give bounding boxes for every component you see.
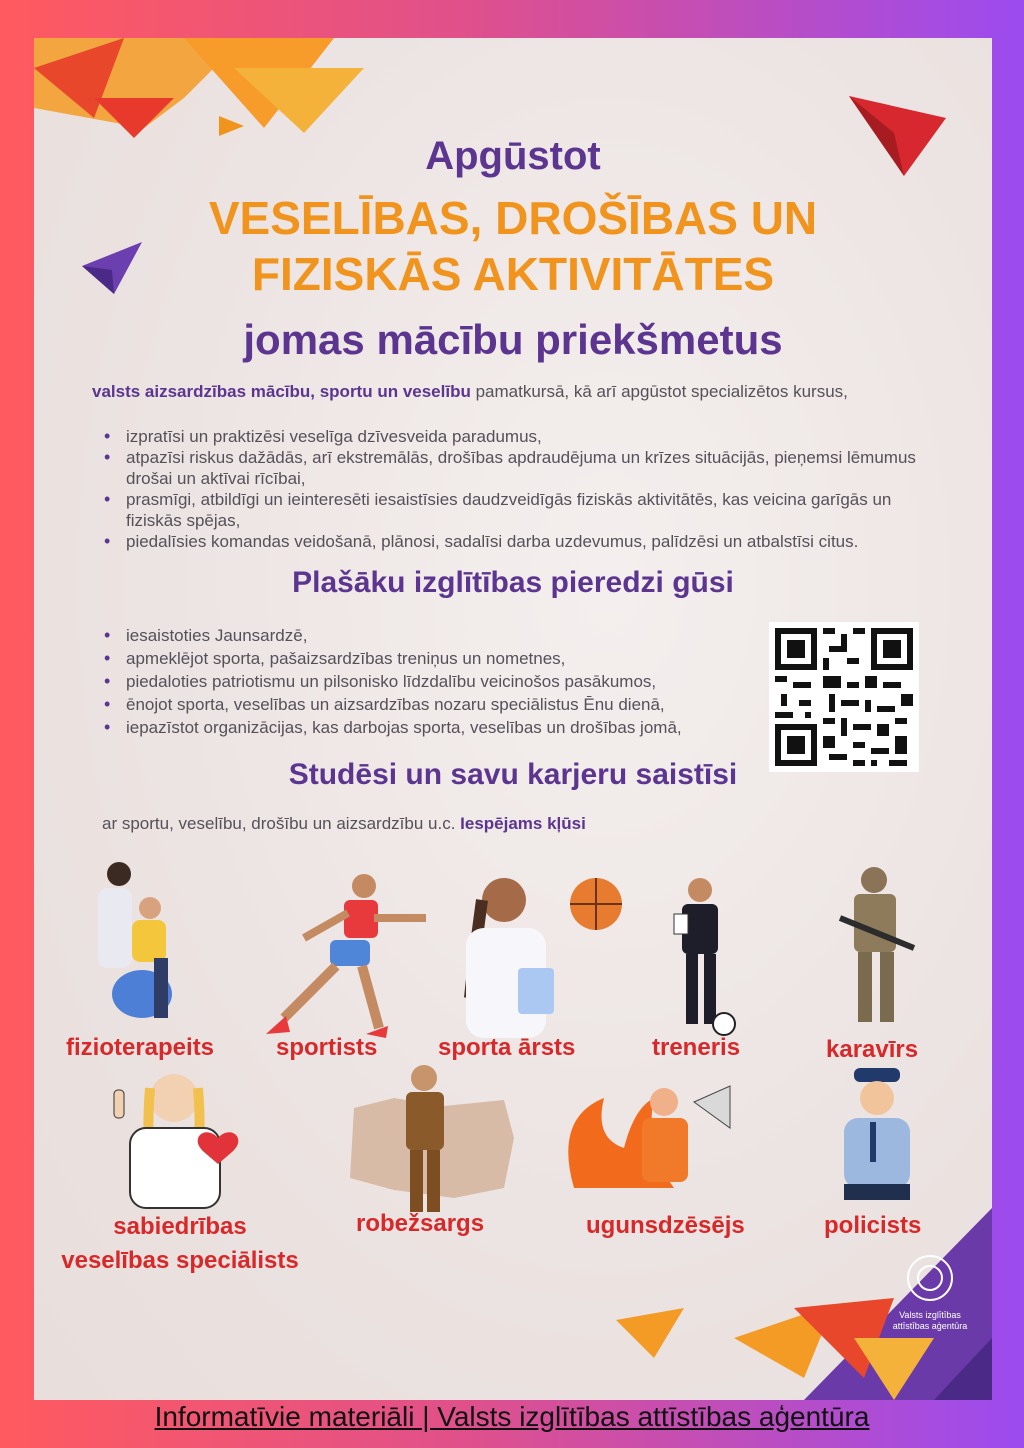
list-item: • piedalīsies komandas veidošanā, plānosi, sadalīsi darba uzdevumus, palīdzēsi un atbalstīsi citus. xyxy=(96,531,946,552)
agency-logo-line1: Valsts izglītības xyxy=(899,1310,961,1320)
title-line-1: Apgūstot xyxy=(425,134,601,178)
career-label-soldier: karavīrs xyxy=(826,1036,919,1063)
border-guard-illustration xyxy=(350,1065,514,1212)
career-label-firefighter: ugunsdzēsējs xyxy=(586,1212,745,1239)
agency-logo-text xyxy=(890,1310,970,1332)
intro-rest: pamatkursā, kā arī apgūstot specializētos kursus, xyxy=(470,382,848,401)
poster xyxy=(34,38,992,1400)
intro-bold: valsts aizsardzības mācību, sportu un veselību xyxy=(92,382,471,401)
career-intro-plain: ar sportu, veselību, drošību un aizsardzību u.c. xyxy=(102,814,461,833)
career-label-public-health xyxy=(48,1210,312,1278)
career-label-police: policists xyxy=(824,1212,922,1239)
policeman-illustration xyxy=(844,1068,910,1200)
physiotherapist-illustration xyxy=(98,862,172,1018)
footer-link[interactable]: Informatīvie materiāli | Valsts izglītības attīstības aģentūra xyxy=(154,1401,870,1432)
agency-logo xyxy=(908,1256,952,1300)
career-label-sports-doctor: sporta ārsts xyxy=(438,1034,576,1061)
career-label-athlete: sportists xyxy=(276,1034,378,1061)
list-item: • piedaloties patriotismu un pilsonisko līdzdalību veicinošos pasākumos, xyxy=(96,670,776,693)
list-item: • prasmīgi, atbildīgi un ieinteresēti iesaistīsies daudzveidīgās fiziskās aktivitātēs, kas veicina garīgās un fiziskās spējas, xyxy=(96,489,946,531)
list-item: • atpazīsi riskus dažādās, arī ekstremālās, drošības apdraudējuma un krīzes situācijās, pieņemsi lēmumus drošai un aktīvai rīcībai, xyxy=(96,447,946,489)
soldier-illustration xyxy=(840,867,914,1022)
title-line-4: jomas mācību priekšmetus xyxy=(243,316,783,363)
career-intro-bold: Iespējams kļūsi xyxy=(460,814,586,833)
section2-title: Plašāku izglītības pieredzi gūsi xyxy=(292,566,734,599)
section3-title: Studēsi un savu karjeru saistīsi xyxy=(288,758,738,791)
list-item: • apmeklējot sporta, pašaizsardzības treniņus un nometnes, xyxy=(96,647,776,670)
sports-doctor-illustration xyxy=(466,878,622,1038)
list-item: • izpratīsi un praktizēsi veselīga dzīvesveida paradumus, xyxy=(96,426,946,447)
sportsman-illustration xyxy=(266,874,426,1038)
career-label-border-guard: robežsargs xyxy=(356,1210,485,1237)
list-item: • iesaistoties Jaunsardzē, xyxy=(96,624,776,647)
career-label-public-health-line1: sabiedrības xyxy=(113,1213,247,1240)
career-label-public-health-line2: veselības speciālists xyxy=(61,1247,299,1274)
coach-illustration xyxy=(674,878,735,1035)
list-item: • iepazīstot organizācijas, kas darbojas sporta, veselības un drošības jomā, xyxy=(96,716,776,739)
list-item: • ēnojot sporta, veselības un aizsardzības nozaru speciālistus Ēnu dienā, xyxy=(96,693,776,716)
career-label-physiotherapist: fizioterapeits xyxy=(66,1034,215,1061)
agency-logo-line2: attīstības aģentūra xyxy=(892,1321,968,1331)
career-illustrations xyxy=(34,38,992,1400)
title-line-2: VESELĪBAS, DROŠĪBAS UN xyxy=(208,192,818,244)
health-specialist-illustration xyxy=(114,1074,238,1208)
career-label-coach: treneris xyxy=(652,1034,741,1061)
firefighter-illustration xyxy=(568,1086,730,1188)
title-line-3: FIZISKĀS AKTIVITĀTES xyxy=(251,248,775,300)
